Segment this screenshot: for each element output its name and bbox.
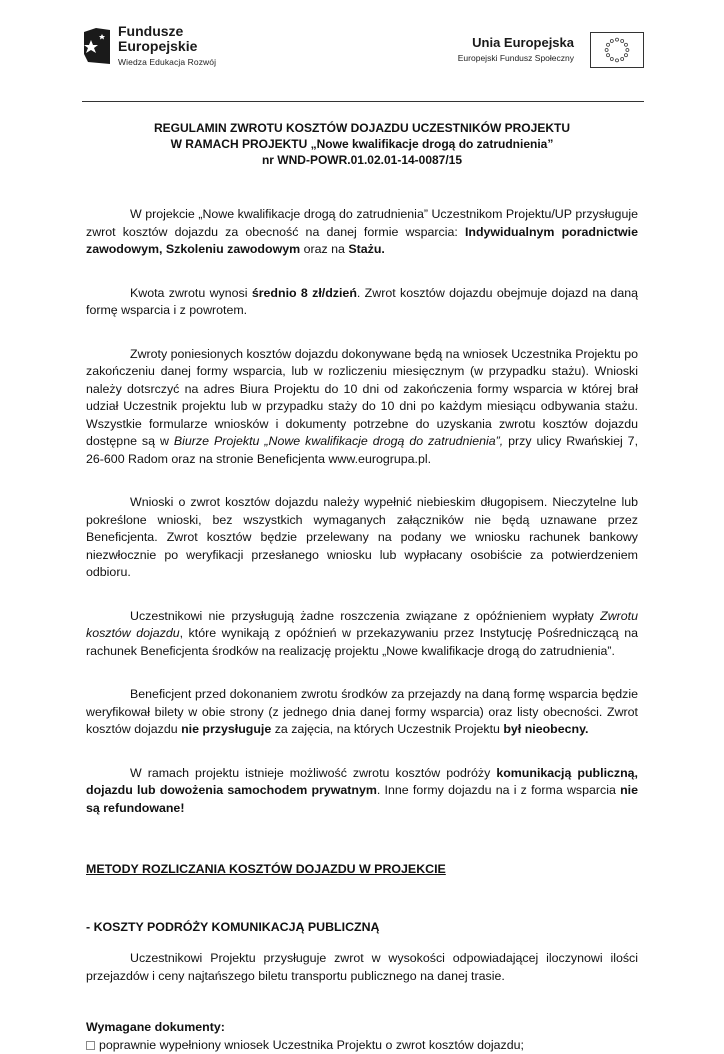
section-heading: METODY ROZLICZANIA KOSZTÓW DOJAZDU W PROJEKCIE [86, 861, 638, 879]
p7-bold-d: nie są refundowane! [86, 783, 638, 815]
p3-text-c: przy ulicy Rwańskiej 7, 26-600 Radom oraz na stronie Beneficjenta www.eurogrupa.pl. [86, 434, 638, 466]
document-body [86, 120, 638, 1054]
fe-logo-line1: Fundusze [118, 24, 216, 39]
p1-bold-b: Indywidualnym poradnictwie zawodowym, Szkoleniu zawodowym [86, 225, 638, 257]
eu-logo-sub: Europejski Fundusz Społeczny [458, 53, 574, 63]
p3-text-a: Zwroty poniesionych kosztów dojazdu dokonywane będą na wniosek Uczestnika Projektu po zakończeniu danej formy wsparcia, lub w rozliczeniu miesięcznym (w przypadku stażu). Wnioski należy dotsrczyć na adres Biura Projektu do 10 dni od zakończenia formy wsparcia w której brał udział Uczestnik projektu lub w przypadku staży do 10 dni po każdym miesiącu odbywania stażu. Wszystkie formularze wniosków i dokumenty potrzebne do uzyskania zwrotu kosztów dojazdu dostępne są w [86, 347, 638, 449]
p5-italic-b: Zwrotu kosztów dojazdu [86, 609, 638, 641]
paragraph-1 [86, 206, 638, 259]
checkbox-glyph-icon [86, 1041, 95, 1050]
sub-heading: - KOSZTY PODRÓŻY KOMUNIKACJĄ PUBLICZNĄ [86, 919, 638, 937]
p7-text-a: W ramach projektu istnieje możliwość zwrotu kosztów podróży [130, 766, 496, 780]
docs-list-item [86, 1037, 638, 1054]
p6-bold-d: był nieobecny. [503, 722, 588, 736]
eu-logo-name: Unia Europejska [458, 35, 574, 50]
page-header [0, 0, 724, 102]
p1-bold-d: Stażu. [348, 242, 385, 256]
p5-text-a: Uczestnikowi nie przysługują żadne roszczenia związane z opóźnieniem wypłaty [130, 609, 600, 623]
paragraph-4 [86, 494, 638, 582]
document-title-line1: REGULAMIN ZWROTU KOSZTÓW DOJAZDU UCZESTNIKÓW PROJEKTU [86, 120, 638, 136]
eu-flag-icon [590, 32, 644, 68]
docs-heading: Wymagane dokumenty: [86, 1019, 638, 1037]
paragraph-6 [86, 686, 638, 739]
p6-text-c: za zajęcia, na których Uczestnik Projektu [271, 722, 503, 736]
unia-europejska-logo [424, 32, 644, 68]
p2-bold-b: średnio 8 zł/dzień [252, 286, 357, 300]
header-divider [82, 101, 644, 102]
docs-item-text: poprawnie wypełniony wniosek Uczestnika Projektu o zwrot kosztów dojazdu; [99, 1038, 524, 1052]
document-title-line2: W RAMACH PROJEKTU „Nowe kwalifikacje drogą do zatrudnienia” [86, 136, 638, 152]
p1-text-a: W projekcie „Nowe kwalifikacje drogą do zatrudnienia” Uczestnikom Projektu/UP przysługuje zwrot kosztów dojazdu za obecność na danej formie wsparcia: [86, 207, 638, 239]
paragraph-7 [86, 765, 638, 818]
fe-logo-line3: Wiedza Edukacja Rozwój [118, 57, 216, 67]
p5-text-c: , które wynikają z opóźnień w przekazywaniu przez Instytucję Pośredniczącą na rachunek Beneficjenta środków na realizację projektu „Nowe kwalifikacje drogą do zatrudnienia”. [86, 626, 638, 658]
document-title-line3: nr WND-POWR.01.02.01-14-0087/15 [86, 152, 638, 168]
p6-text-a: Beneficjent przed dokonaniem zwrotu środków za przejazdy na daną formę wsparcia będzie weryfikował bilety w obie strony (z jednego dnia danej formy wsparcia) oraz listy obecności. Zwrot kosztów dojazdu [86, 687, 638, 736]
p7-bold-b: komunikacją publiczną, dojazdu lub dowożenia samochodem prywatnym [86, 766, 638, 798]
fundusze-europejskie-logo [82, 24, 232, 74]
p8-text-a: Uczestnikowi Projektu przysługuje zwrot w wysokości odpowiadającej iloczynowi ilości przejazdów i ceny najtańszego biletu transportu publicznego na danej trasie. [86, 951, 638, 983]
p2-text-c: . Zwrot kosztów dojazdu obejmuje dojazd na daną formę wsparcia i z powrotem. [86, 286, 638, 318]
p1-text-c: oraz na [300, 242, 348, 256]
paragraph-5 [86, 608, 638, 661]
p4-text-a: Wnioski o zwrot kosztów dojazdu należy wypełnić niebieskim długopisem. Nieczytelne lub pokreślone wnioski, bez wszystkich wymaganych załączników nie będą uznawane przez Beneficjenta. Zwrot kosztów będzie przelewany na podany we wniosku rachunek bankowy niezwłocznie po weryfikacji przesłanego wniosku lub wypłacany osobiście za potwierdzeniem odbioru. [86, 495, 638, 579]
paragraph-3 [86, 346, 638, 469]
p6-bold-b: nie przysługuje [181, 722, 271, 736]
p2-text-a: Kwota zwrotu wynosi [130, 286, 252, 300]
fe-star-flag-icon [82, 26, 112, 66]
paragraph-2 [86, 285, 638, 320]
p7-text-c: . Inne formy dojazdu na i z forma wsparcia [377, 783, 620, 797]
paragraph-8 [86, 950, 638, 985]
p3-italic-b: Biurze Projektu „Nowe kwalifikacje drogą do zatrudnienia”, [174, 434, 503, 448]
fe-logo-line2: Europejskie [118, 39, 216, 54]
